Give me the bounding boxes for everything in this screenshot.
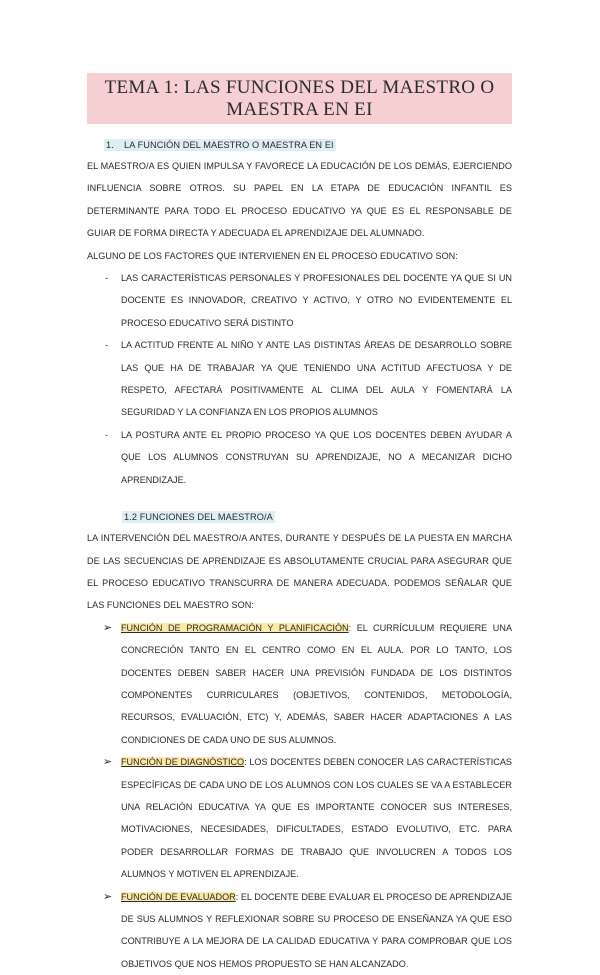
function-term: FUNCIÓN DE PROGRAMACIÓN Y PLANIFICACIÓN [121, 622, 349, 633]
arrow-bullet-icon: ➢ [103, 621, 113, 634]
section-1-paragraph: EL MAESTRO/A ES QUIEN IMPULSA Y FAVORECE LA EDUCACIÓN DE LOS DEMÁS, EJERCIENDO INFLUENCIA SOBRE OTROS. SU PAPEL EN LA ETAPA DE EDUCACIÓN INFANTIL ES DETERMINANTE PARA TODO EL PROCESO EDUCATIVO YA QUE ES EL RESPONSABLE DE GUIAR DE FORMA DIRECTA Y ADECUADA EL APRENDIZAJE DEL ALUMNADO. [87, 161, 512, 239]
section-2-heading [122, 511, 512, 524]
dash-marker: - [105, 429, 109, 440]
list-item-text: LA ACTITUD FRENTE AL NIÑO Y ANTE LAS DISTINTAS ÁREAS DE DESARROLLO SOBRE LAS QUE HA DE TRABAJAR YA QUE TENIENDO UNA ACTITUD AFECTUOSA Y DE RESPETO, AFECTARÁ POSITIVAMENTE AL CLIMA DEL AULA Y FOMENTARÁ LA SEGURIDAD Y LA CONFIANZA EN LOS PROPIOS ALUMNOS [121, 340, 512, 418]
function-term: FUNCIÓN DE EVALUADOR [121, 891, 236, 902]
list-item-text: LA POSTURA ANTE EL PROPIO PROCESO YA QUE LOS DOCENTES DEBEN AYUDAR A QUE LOS ALUMNOS CONSTRUYAN SU APRENDIZAJE, NO A MECANIZAR DICHO APRENDIZAJE. [121, 429, 512, 485]
function-term: FUNCIÓN DE DIAGNÓSTICO [121, 757, 245, 768]
section-1-heading [104, 139, 512, 152]
function-description: : EL DOCENTE DEBE EVALUAR EL PROCESO DE APRENDIZAJE DE SUS ALUMNOS Y REFLEXIONAR SOBRE SU PROCESO DE ENSEÑANZA YA QUE ESO CONTRIBUYE A LA MEJORA DE LA CALIDAD EDUCATIVA Y PARA COMPROBAR QUE LOS OBJETIVOS QUE NOS HEMOS PROPUESTO SE HAN ALCANZADO. [121, 891, 513, 969]
list-item [87, 617, 512, 751]
section-2-paragraph: LA INTERVENCIÓN DEL MAESTRO/A ANTES, DURANTE Y DESPUÉS DE LA PUESTA EN MARCHA DE LAS SECUENCIAS DE APRENDIZAJE ES ABSOLUTAMENTE CRUCIAL PARA ASEGURAR QUE EL PROCESO EDUCATIVO TRANSCURRA DE MANERA ADECUADA. PODEMOS SEÑALAR QUE LAS FUNCIONES DEL MAESTRO SON: [87, 533, 512, 611]
function-description: : EL CURRÍCULUM REQUIERE UNA CONCRECIÓN TANTO EN EL CENTRO COMO EN EL AULA. POR LO TANTO, LOS DOCENTES DEBEN SABER HACER UNA PREVISIÓN FUNDADA DE LOS DISTINTOS COMPONENTES CURRICULARES (OBJETIVOS, CONTENIDOS, METODOLOGÍA, RECURSOS, EVALUACIÓN, ETC) Y, ADEMÁS, SABER HACER ADAPTACIONES A LAS CONDICIONES DE CADA UNO DE SUS ALUMNOS. [121, 622, 513, 745]
section-1-intro: ALGUNO DE LOS FACTORES QUE INTERVIENEN EN EL PROCESO EDUCATIVO SON: [87, 250, 458, 261]
section-1-heading-text: LA FUNCIÓN DEL MAESTRO O MAESTRA EN EI [124, 140, 334, 150]
list-item-text: LAS CARACTERÍSTICAS PERSONALES Y PROFESIONALES DEL DOCENTE YA QUE SI UN DOCENTE ES INNOVADOR, CREATIVO Y ACTIVO, Y OTRO NO EVIDENTEMENTE EL PROCESO EDUCATIVO SERÁ DISTINTO [121, 273, 512, 328]
section-2-heading-text: 1.2 FUNCIONES DEL MAESTRO/A [124, 512, 273, 523]
section-1-number: 1. [106, 140, 114, 150]
list-item [87, 267, 512, 334]
arrow-bullet-icon: ➢ [103, 756, 113, 769]
dash-marker: - [105, 340, 109, 351]
list-item [87, 334, 512, 424]
list-item [87, 424, 512, 491]
document-title: TEMA 1: LAS FUNCIONES DEL MAESTRO O MAESTRA EN EI [87, 73, 512, 124]
factors-list [87, 267, 512, 491]
function-description: : LOS DOCENTES DEBEN CONOCER LAS CARACTERÍSTICAS ESPECÍFICAS DE CADA UNO DE LOS ALUMNOS CON LOS CUALES SE VA A ESTABLECER UNA RELACIÓN EDUCATIVA YA QUE ES IMPORTANTE CONOCER SUS INTERESES, MOTIVACIONES, NECESIDADES, DIFICULTADES, ESTADO EVOLUTIVO, ETC. PARA PODER DESARROLLAR FORMAS DE TRABAJO QUE INVOLUCREN A TODOS LOS ALUMNOS Y MOTIVEN EL APRENDIZAJE. [121, 757, 512, 880]
functions-list [87, 617, 512, 975]
list-item [87, 886, 512, 975]
dash-marker: - [105, 273, 109, 284]
title-container [87, 0, 512, 139]
arrow-bullet-icon: ➢ [103, 890, 113, 903]
list-item [87, 751, 512, 885]
section-1-highlight [104, 139, 336, 151]
